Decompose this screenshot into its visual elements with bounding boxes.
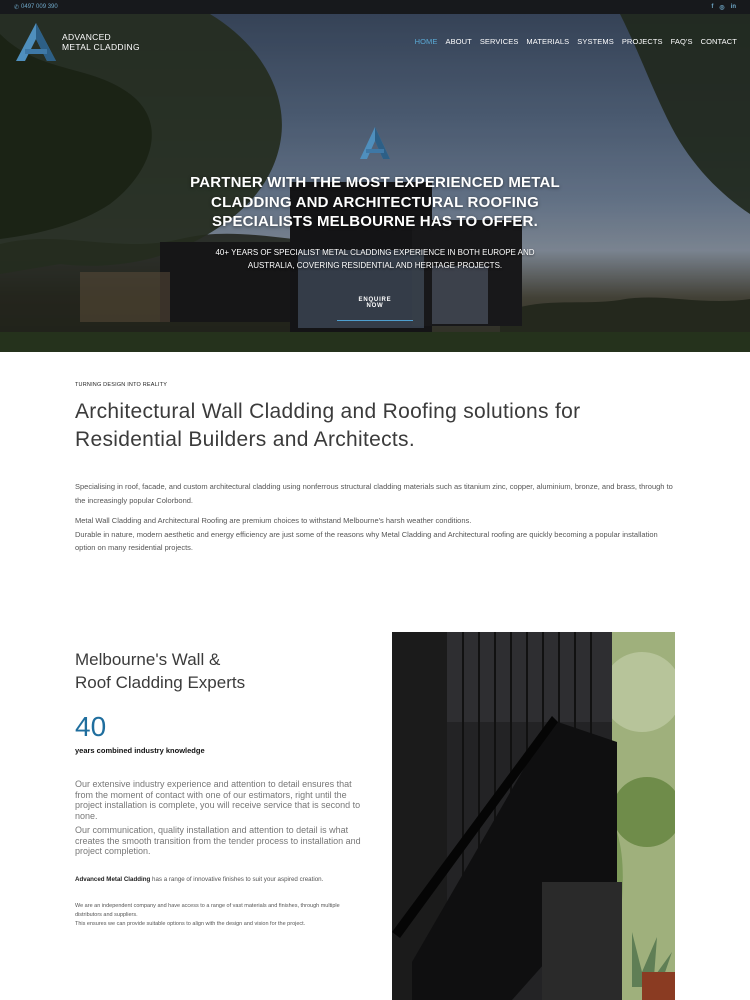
intro-paragraph-2a: Metal Wall Cladding and Architectural Roofing are premium choices to withstand Melbourne's harsh weather conditions. (75, 516, 472, 525)
brand-line-2: METAL CLADDING (62, 42, 140, 52)
stat-label: years combined industry knowledge (75, 746, 205, 755)
nav-materials[interactable]: MATERIALS (526, 37, 570, 46)
hero-title: PARTNER WITH THE MOST EXPERIENCED METAL CLADDING AND ARCHITECTURAL ROOFING SPECIALISTS MELBOURNE HAS TO OFFER. (190, 174, 560, 230)
intro-section (75, 382, 675, 555)
instagram-icon[interactable]: ◎ (719, 4, 725, 11)
finishes-rest: has a range of innovative finishes to suit your aspired creation. (150, 875, 324, 883)
nav-home[interactable]: HOME (414, 37, 438, 46)
site-header (0, 14, 750, 70)
phone-number: 0497 009 390 (21, 4, 58, 10)
nav-projects[interactable]: PROJECTS (621, 37, 663, 46)
social-links (711, 4, 736, 11)
brand-logo-icon (14, 22, 58, 62)
cladding-photo-image (392, 632, 675, 1000)
intro-paragraph-2b: Durable in nature, modern aesthetic and energy efficiency are just some of the reasons why Metal Cladding and Architectural roofing are quickly becoming a popular installation option on many residential projects. (75, 529, 658, 552)
phone-icon: ✆ (14, 4, 20, 11)
nav-contact[interactable]: CONTACT (700, 37, 737, 46)
hero-content (0, 126, 750, 321)
top-bar (0, 0, 750, 14)
small-paragraph-1: We are an independent company and have access to a range of vast materials and finishes, through multiple distributors and suppliers. (75, 903, 340, 918)
hero-subtitle: 40+ YEARS OF SPECIALIST METAL CLADDING EXPERIENCE IN BOTH EUROPE AND AUSTRALIA, COVERING RESIDENTIAL AND HERITAGE PROJECTS. (215, 247, 535, 270)
intro-eyebrow: TURNING DESIGN INTO REALITY (75, 382, 168, 388)
experts-heading-line-1: Melbourne's Wall & (75, 650, 221, 669)
enquire-now-button[interactable]: ENQUIRE NOW (337, 297, 413, 321)
facebook-icon[interactable]: f (711, 3, 714, 10)
finishes-bold: Advanced Metal Cladding (75, 875, 151, 883)
brand-line-1: ADVANCED (62, 32, 112, 42)
small-paragraph-2: This ensures we can provide suitable options to align with the design and vision for the project. (75, 921, 306, 927)
phone-link[interactable] (14, 4, 58, 11)
nav-services[interactable]: SERVICES (479, 37, 519, 46)
experts-section (75, 648, 365, 929)
nav-about[interactable]: ABOUT (445, 37, 472, 46)
nav-systems[interactable]: SYSTEMS (577, 37, 614, 46)
finishes-text (75, 875, 355, 885)
experts-paragraph-2: Our communication, quality installation and attention to detail is what creates the smooth transition from the tender process to installation and project completion. (75, 825, 361, 856)
experts-heading (75, 648, 365, 694)
main-nav (415, 37, 737, 46)
intro-heading: Architectural Wall Cladding and Roofing solutions for Residential Builders and Architects. (75, 400, 581, 451)
cladding-photo (392, 632, 675, 1000)
experts-paragraph-1: Our extensive industry experience and attention to detail ensures that from the moment of contact with one of our estimators, right until the project installation is complete, you will receive service that is second to none. (75, 779, 361, 821)
linkedin-icon[interactable]: in (730, 3, 736, 10)
site-logo[interactable] (14, 22, 140, 62)
logo-mark-icon (357, 126, 393, 160)
brand-name (62, 32, 140, 52)
intro-paragraph-1: Specialising in roof, facade, and custom architectural cladding using nonferrous structural cladding materials such as titanium zinc, copper, aluminium, bronze, and brass, through to the increasingly popular Colorbond. (75, 482, 673, 505)
nav-faqs[interactable]: FAQ'S (670, 37, 693, 46)
stat-number: 40 (75, 711, 107, 742)
experts-heading-line-2: Roof Cladding Experts (75, 673, 246, 692)
